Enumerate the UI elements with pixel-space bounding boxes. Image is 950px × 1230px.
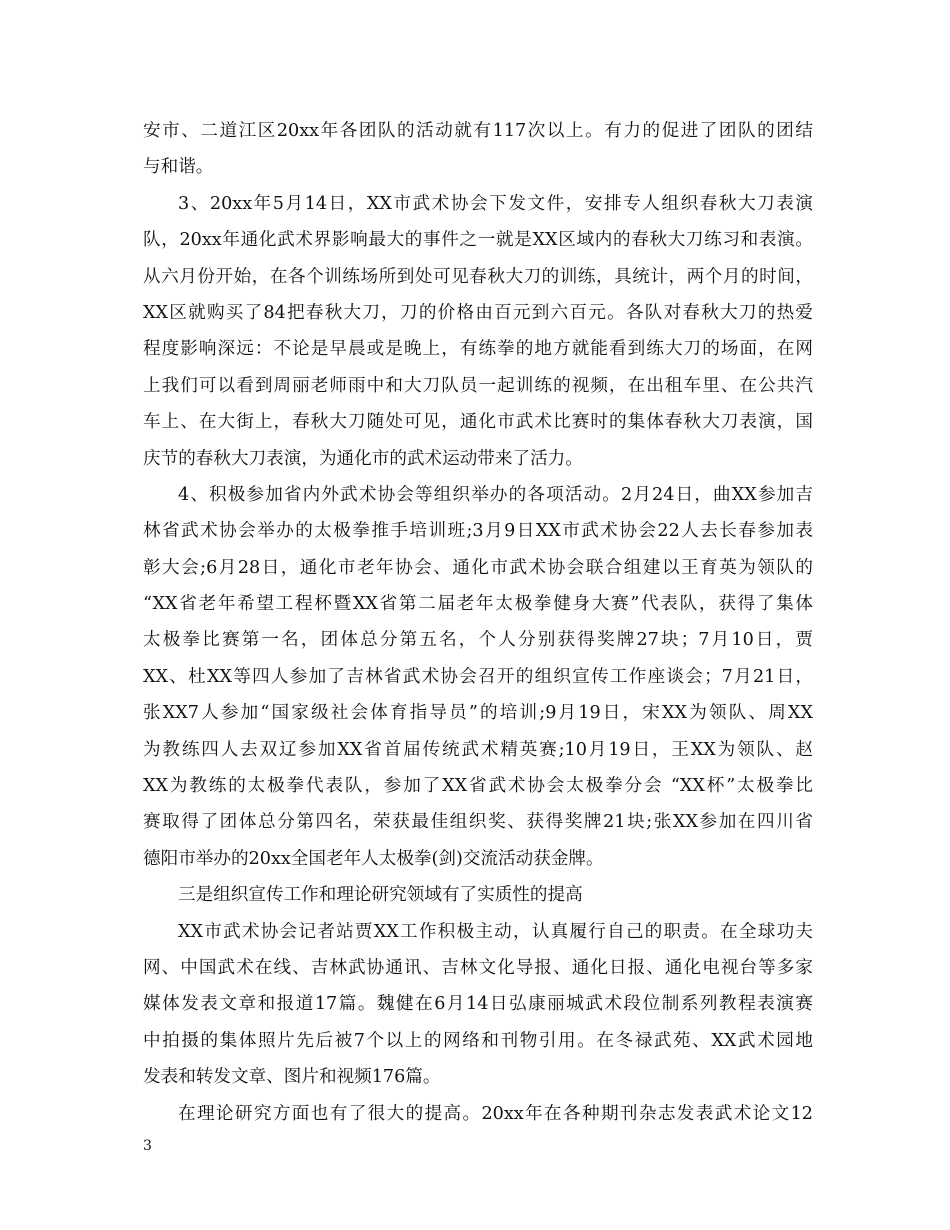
text-line: 程度影响深远：不论是早晨或是晚上，有练拳的地方就能看到练大刀的场面，在网 [143, 339, 813, 360]
text-line: XX区就购买了84把春秋大刀，刀的价格由百元到六百元。各队对春秋大刀的热爱 [143, 302, 813, 323]
text-line: 为教练四人去双辽参加XX省首届传统武术精英赛;10月19日，王XX为领队、赵 [143, 739, 813, 760]
text-line: 发表和转发文章、图片和视频176篇。 [143, 1067, 441, 1088]
text-line: 三是组织宣传工作和理论研究领域有了实质性的提高 [178, 885, 583, 906]
text-line: 4、积极参加省内外武术协会等组织举办的各项活动。2月24日，曲XX参加吉 [178, 484, 813, 505]
text-line: 媒体发表文章和报道17篇。魏健在6月14日弘康丽城武术段位制系列教程表演赛 [143, 994, 813, 1015]
document-body [143, 113, 813, 1132]
text-line: 德阳市举办的20xx全国老年人太极拳(剑)交流活动获金牌。 [143, 848, 604, 869]
text-line: “XX省老年希望工程杯暨XX省第二届老年太极拳健身大赛”代表队，获得了集体 [143, 594, 813, 615]
text-line: 安市、二道江区20xx年各团队的活动就有117次以上。有力的促进了团队的团结 [143, 121, 813, 141]
text-line: 中拍摄的集体照片先后被7个以上的网络和刊物引用。在冬禄武苑、XX武术园地 [143, 1030, 813, 1051]
text-line: 3、20xx年5月14日，XX市武术协会下发文件，安排专人组织春秋大刀表演 [178, 193, 813, 214]
text-line: 队，20xx年通化武术界影响最大的事件之一就是XX区域内的春秋大刀练习和表演。 [143, 230, 813, 251]
text-line: 庆节的春秋大刀表演，为通化市的武术运动带来了活力。 [143, 448, 583, 469]
text-line: XX为教练的太极拳代表队，参加了XX省武术协会太极拳分会 “XX杯”太极拳比 [143, 776, 813, 797]
text-line: 彰大会;6月28日，通化市老年协会、通化市武术协会联合组建以王育英为领队的 [143, 557, 813, 578]
text-line: 上我们可以看到周丽老师雨中和大刀队员一起训练的视频，在出租车里、在公共汽 [143, 375, 813, 396]
text-line: XX、杜XX等四人参加了吉林省武术协会召开的组织宣传工作座谈会；7月21日， [143, 666, 813, 687]
text-line: 赛取得了团体总分第四名，荣获最佳组织奖、获得奖牌21块;张XX参加在四川省 [143, 812, 813, 833]
text-line: XX市武术协会记者站贾XX工作积极主动，认真履行自己的职责。在全球功夫 [178, 921, 813, 942]
text-line: 网、中国武术在线、吉林武协通讯、吉林文化导报、通化日报、通化电视台等多家 [143, 957, 813, 978]
text-line: 车上、在大街上，春秋大刀随处可见，通化市武术比赛时的集体春秋大刀表演，国 [143, 412, 813, 433]
text-line: 与和谐。 [143, 157, 214, 178]
text-line: 太极拳比赛第一名，团体总分第五名，个人分别获得奖牌27块；7月10日，贾 [143, 630, 813, 651]
page-number: 3 [143, 1138, 152, 1154]
text-line: 林省武术协会举办的太极拳推手培训班;3月9日XX市武术协会22人去长春参加表 [143, 521, 813, 542]
text-line: 在理论研究方面也有了很大的提高。20xx年在各种期刊杂志发表武术论文12 [178, 1103, 813, 1124]
text-line: 张XX7人参加“国家级社会体育指导员”的培训;9月19日，宋XX为领队、周XX [143, 703, 813, 724]
text-line: 从六月份开始，在各个训练场所到处可见春秋大刀的训练，具统计，两个月的时间， [143, 266, 813, 287]
